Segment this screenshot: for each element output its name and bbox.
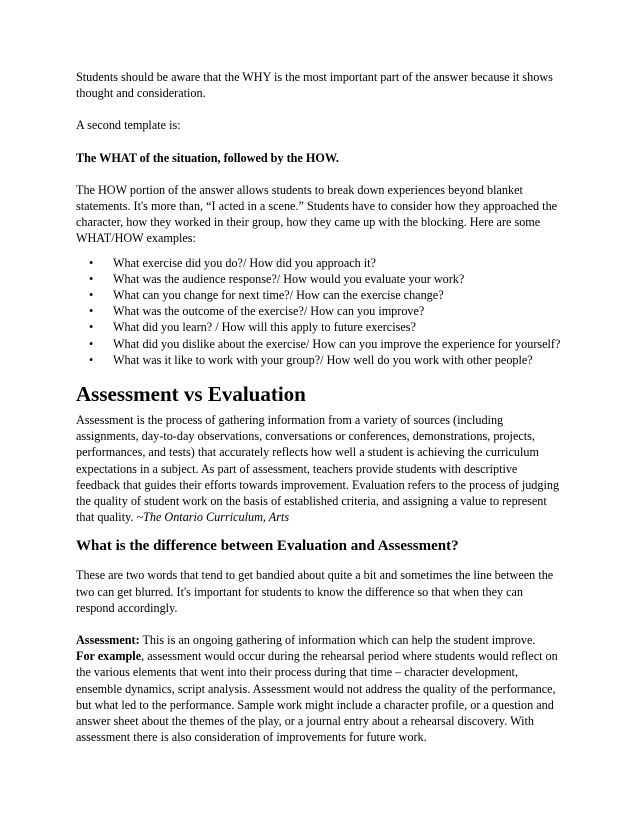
list-item — [76, 319, 562, 335]
intro-paragraph-template: A second template is: — [76, 118, 181, 133]
assessment-explanation-paragraph — [76, 632, 562, 745]
assessment-vs-evaluation-heading: Assessment vs Evaluation — [76, 382, 306, 407]
bullet-icon: • — [89, 304, 94, 319]
bullet-icon: • — [89, 336, 94, 351]
template-title: The WHAT of the situation, followed by the HOW. — [76, 150, 339, 165]
bullet-icon: • — [89, 352, 94, 367]
assessment-definition-text: This is an ongoing gathering of information which can help the student improve. — [139, 633, 536, 648]
spacer — [76, 616, 562, 632]
list-item — [76, 271, 562, 287]
list-item-text: What was the outcome of the exercise?/ How can you improve? — [113, 304, 425, 319]
list-item — [76, 287, 562, 303]
document-page — [76, 69, 562, 746]
bullet-icon: • — [89, 288, 94, 303]
assessment-definition-paragraph — [76, 412, 562, 525]
spacer — [76, 101, 562, 117]
spacer — [76, 134, 562, 150]
list-item-text: What did you learn? / How will this apply to future exercises? — [113, 320, 416, 335]
assessment-body-text: Assessment is the process of gathering information from a variety of sources (including assignments, day-to-day observations, conversations or conferences, demonstrations, projects, performances, and tests) that accurately reflects how well a student is achieving the curriculum expectations in a subject. As part of assessment, teachers provide students with descriptive feedback that guides their efforts towards improvement. Evaluation refers to the process of judging the quality of student work on the basis of established criteria, and assigning a value to represent that quality. — [76, 413, 560, 525]
example-text: , assessment would occur during the rehearsal period where students would reflect on the various elements that went into their process during that time – character development, ensemble dynamics, script analysis. Assessment would not address the quality of the performance, but what led to the performance. Sample work might include a character profile, or a question and answer sheet about the themes of the play, or a journal entry about a rehearsal discovery. With assessment there is also consideration of improvements for future work. — [76, 649, 558, 745]
difference-heading: What is the difference between Evaluation and Assessment? — [76, 538, 459, 555]
list-item-text: What was the audience response?/ How would you evaluate your work? — [113, 271, 465, 286]
bullet-icon: • — [89, 271, 94, 286]
list-item-text: What exercise did you do?/ How did you approach it? — [113, 255, 376, 270]
list-item — [76, 352, 562, 368]
citation-source: The Ontario Curriculum, Arts — [143, 510, 290, 525]
list-item-text: What can you change for next time?/ How can the exercise change? — [113, 288, 444, 303]
how-explanation-paragraph: The HOW portion of the answer allows students to break down experiences beyond blanket statements. It's more than, “I acted in a scene.” Students have to consider how they approached the character, how they worked in their group, how they came up with the blocking. Here are some WHAT/HOW examples: — [76, 182, 558, 246]
assessment-label: Assessment: — [76, 633, 140, 648]
what-how-examples-list — [76, 255, 562, 368]
example-label: For example — [76, 649, 142, 664]
list-item-text: What was it like to work with your group?/ How well do you work with other people? — [113, 352, 533, 367]
spacer — [76, 166, 562, 182]
citation-prefix: ~ — [133, 510, 144, 525]
bullet-icon: • — [89, 255, 94, 270]
difference-intro-paragraph: These are two words that tend to get bandied about quite a bit and sometimes the line between the two can get blurred. It's important for students to know the difference so that when they can respond accordingly. — [76, 568, 554, 615]
list-item — [76, 255, 562, 271]
intro-paragraph-why: Students should be aware that the WHY is the most important part of the answer because it shows thought and consideration. — [76, 70, 553, 101]
list-item — [76, 336, 562, 352]
list-item-text: What did you dislike about the exercise/ How can you improve the experience for yourself? — [113, 336, 561, 351]
list-item — [76, 303, 562, 319]
bullet-icon: • — [89, 320, 94, 335]
